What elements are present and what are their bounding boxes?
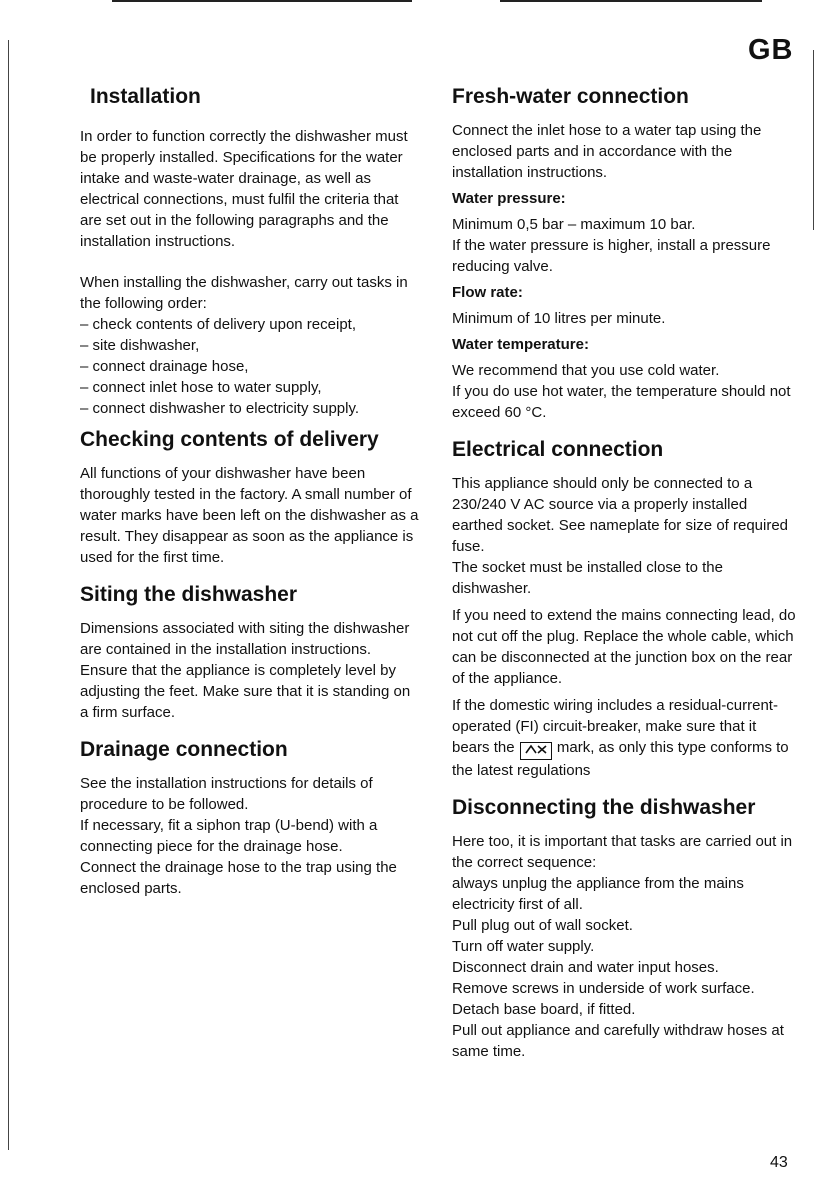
disconnecting-line: always unplug the appliance from the mains electricity first of all. <box>452 875 744 913</box>
installation-section <box>80 84 420 419</box>
disconnecting-line: Remove screws in underside of work surface. Detach base board, if fitted. <box>452 980 755 1018</box>
pressure-text-1: Minimum 0,5 bar – maximum 10 bar. <box>452 216 696 233</box>
electrical-section <box>452 437 797 781</box>
disconnecting-title: Disconnecting the dishwasher <box>452 796 756 819</box>
step-item: – connect drainage hose, <box>80 358 249 375</box>
left-edge-line <box>8 40 9 1150</box>
drainage-text-2: If necessary, fit a siphon trap (U-bend) with a connecting piece for the drainage hose. <box>80 817 378 855</box>
disconnecting-line: Turn off water supply. <box>452 938 595 955</box>
disconnecting-line: Here too, it is important that tasks are carried out in the correct sequence: <box>452 833 793 871</box>
right-edge-line <box>813 50 814 230</box>
electrical-text-4 <box>452 695 797 781</box>
disconnecting-line: Pull plug out of wall socket. <box>452 917 633 934</box>
electrical-text-4b: mark, as only this type conforms to the latest regulations <box>452 739 789 779</box>
temperature-text-2: If you do use hot water, the temperature should not exceed 60 °C. <box>452 383 791 421</box>
disconnecting-line: Pull out appliance and carefully withdraw hoses at same time. <box>452 1022 784 1060</box>
step-item: – connect inlet hose to water supply, <box>80 379 322 396</box>
installation-intro: In order to function correctly the dishwasher must be properly installed. Specifications for the water intake and waste-water drainage, as well as electrical connections, must fulfil the criteria that are set out in the following paragraphs and the installation instructions. <box>80 128 408 250</box>
flow-text: Minimum of 10 litres per minute. <box>452 310 666 327</box>
disconnecting-line: Disconnect drain and water input hoses. <box>452 959 719 976</box>
pressure-text-2: If the water pressure is higher, install a pressure reducing valve. <box>452 237 771 275</box>
freshwater-text: Connect the inlet hose to a water tap using the enclosed parts and in accordance with the installation instructions. <box>452 122 762 181</box>
step-item: – connect dishwasher to electricity supply. <box>80 400 360 417</box>
drainage-title: Drainage connection <box>80 738 288 761</box>
drainage-text-1: See the installation instructions for details of procedure to be followed. <box>80 775 373 813</box>
installation-order-text: When installing the dishwasher, carry out tasks in the following order: <box>80 274 408 312</box>
pressure-title: Water pressure: <box>452 190 566 207</box>
electrical-text-1: This appliance should only be connected to a 230/240 V AC source via a properly installed earthed socket. See nameplate for size of required fuse. <box>452 475 789 555</box>
checking-text: All functions of your dishwasher have been thoroughly tested in the factory. A small number of water marks have been left on the dishwasher as a result. They disappear as soon as the appliance is used for the first time. <box>80 465 419 566</box>
electrical-text-2: The socket must be installed close to the dishwasher. <box>452 559 723 597</box>
siting-text: Dimensions associated with siting the dishwasher are contained in the installation instructions. Ensure that the appliance is completely level by adjusting the feet. Make sure that it is standing on a firm surface. <box>80 620 411 721</box>
fi-mark-icon <box>520 742 552 760</box>
drainage-section <box>80 737 420 899</box>
installation-title: Installation <box>90 85 201 108</box>
disconnecting-section <box>452 795 797 1062</box>
installation-steps <box>80 314 420 419</box>
right-column <box>452 84 797 1062</box>
electrical-text-4a: If the domestic wiring includes a residual-current-operated (FI) circuit-breaker, make sure that it bears the <box>452 697 778 756</box>
step-item: – site dishwasher, <box>80 337 200 354</box>
siting-section <box>80 582 420 723</box>
top-rule-right <box>500 0 762 2</box>
flow-title: Flow rate: <box>452 284 523 301</box>
step-item: – check contents of delivery upon receipt, <box>80 316 356 333</box>
temperature-title: Water temperature: <box>452 336 589 353</box>
electrical-title: Electrical connection <box>452 438 664 461</box>
temperature-text-1: We recommend that you use cold water. <box>452 362 720 379</box>
checking-title: Checking contents of delivery <box>80 428 379 451</box>
drainage-text-3: Connect the drainage hose to the trap using the enclosed parts. <box>80 859 397 897</box>
checking-section <box>80 427 420 568</box>
freshwater-section <box>452 84 797 423</box>
top-rule-left <box>112 0 412 2</box>
siting-title: Siting the dishwasher <box>80 583 298 606</box>
country-code: GB <box>748 34 794 66</box>
left-column <box>80 84 420 905</box>
page-number: 43 <box>770 1154 788 1171</box>
electrical-text-3: If you need to extend the mains connecting lead, do not cut off the plug. Replace the whole cable, which can be disconnected at the junction box on the rear of the appliance. <box>452 607 796 687</box>
freshwater-title: Fresh-water connection <box>452 85 689 108</box>
